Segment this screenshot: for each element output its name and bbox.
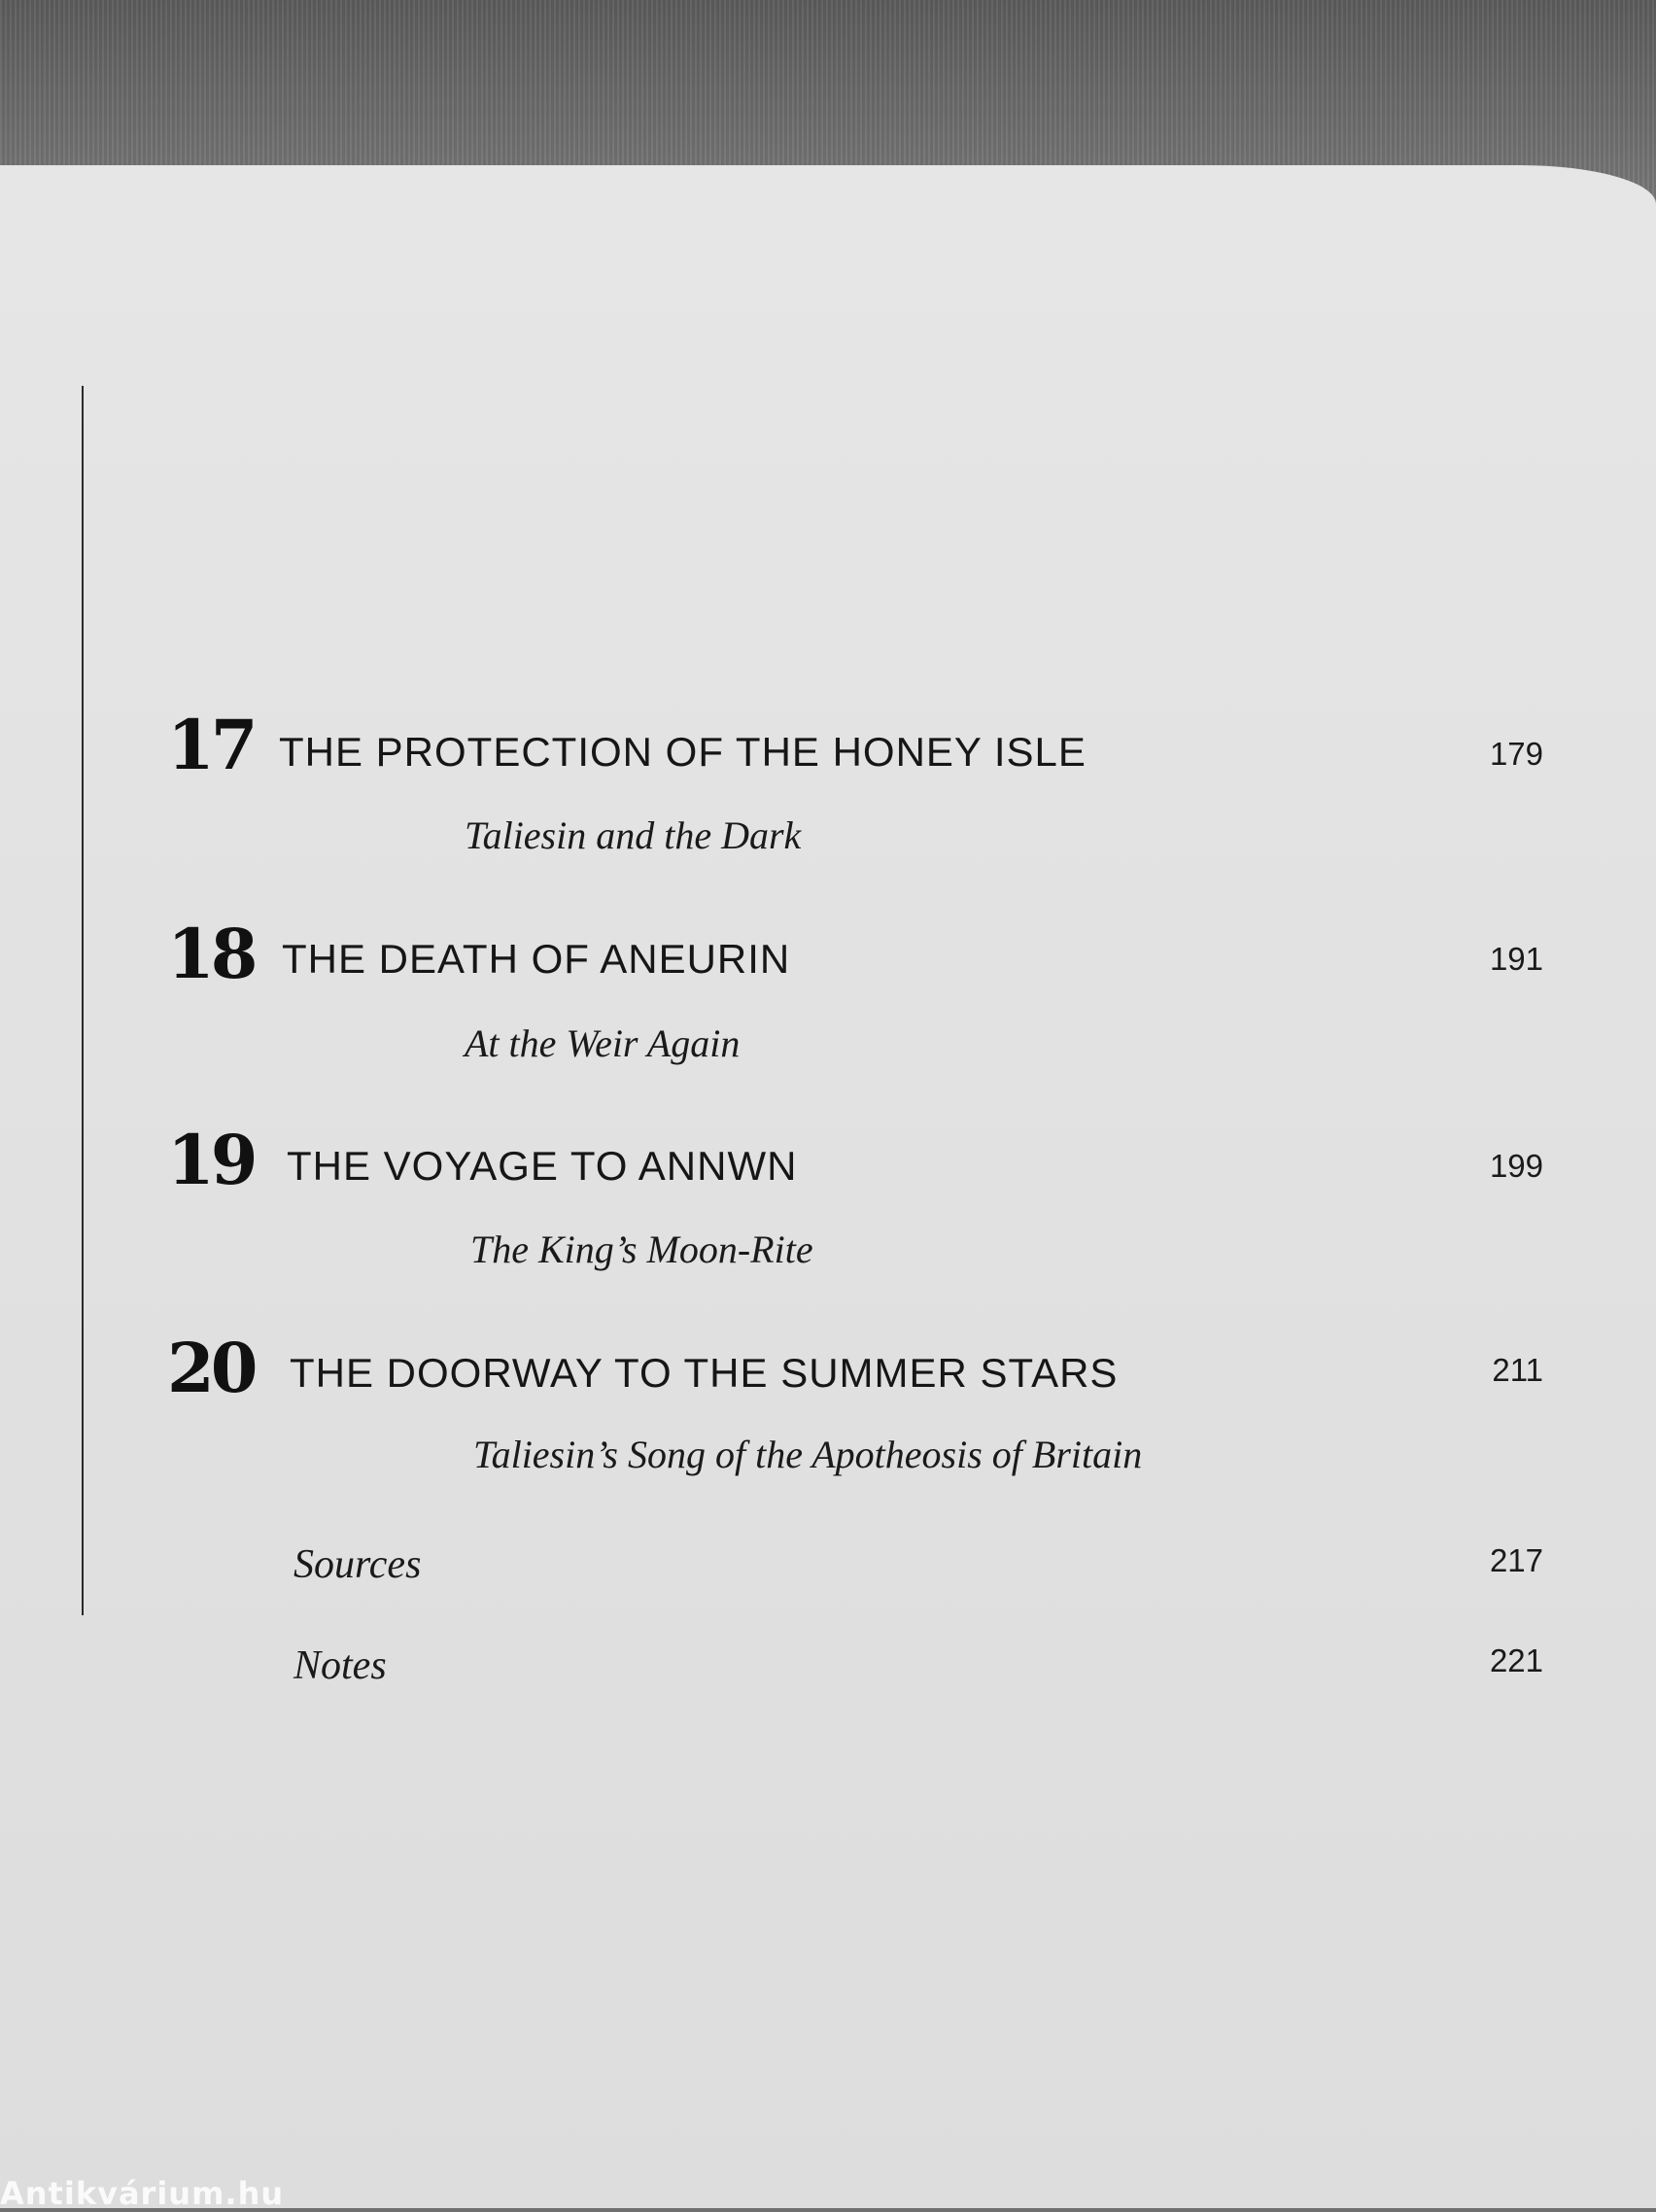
notes-label: Notes bbox=[293, 1643, 387, 1688]
chapter-number: 18 bbox=[167, 914, 255, 994]
chapter-number: 20 bbox=[167, 1328, 255, 1408]
chapter-number: 19 bbox=[167, 1120, 255, 1200]
chapter-title: THE PROTECTION OF THE HONEY ISLE bbox=[279, 729, 1087, 775]
vertical-rule bbox=[82, 386, 84, 1615]
page-number: 179 bbox=[1489, 736, 1543, 772]
page-number: 199 bbox=[1489, 1148, 1543, 1184]
chapter-subtitle: Taliesin and the Dark bbox=[465, 813, 802, 857]
page-number: 191 bbox=[1489, 941, 1543, 977]
chapter-title: THE DOORWAY TO THE SUMMER STARS bbox=[290, 1350, 1119, 1396]
watermark: Antikvárium.hu bbox=[0, 2175, 285, 2212]
chapter-number: 17 bbox=[167, 705, 255, 785]
chapter-subtitle: Taliesin’s Song of the Apotheosis of Britain bbox=[473, 1433, 1143, 1476]
chapter-title: THE VOYAGE TO ANNWN bbox=[287, 1143, 798, 1189]
chapter-subtitle: At the Weir Again bbox=[465, 1021, 741, 1065]
sources-label: Sources bbox=[293, 1542, 422, 1587]
chapter-subtitle: The King’s Moon-Rite bbox=[470, 1227, 813, 1271]
sources-page-number: 217 bbox=[1489, 1542, 1543, 1578]
chapter-title: THE DEATH OF ANEURIN bbox=[282, 936, 791, 982]
notes-page-number: 221 bbox=[1489, 1642, 1543, 1678]
page-number: 211 bbox=[1492, 1352, 1543, 1388]
